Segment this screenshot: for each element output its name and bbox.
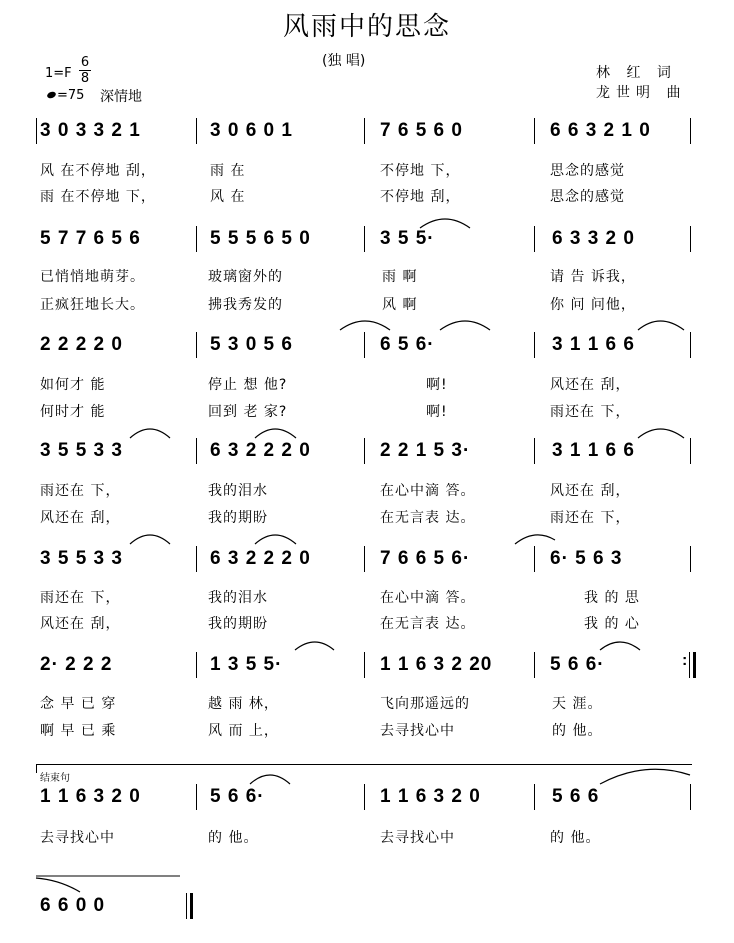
measure: 3 5 5 3 3 <box>40 548 123 569</box>
measure: 5 5 5 6 5 0 <box>210 228 311 249</box>
measure: 5 3 0 5 6 <box>210 334 293 355</box>
measure: 6 3 2 2 2 0 <box>210 440 311 461</box>
expression-marking: 深情地 <box>100 89 142 105</box>
lyric-line: 雨 在不停地 下， <box>40 189 156 205</box>
measure: 7 6 5 6 0 <box>380 120 463 141</box>
lyric-line: 在无言表 达。 <box>380 510 476 526</box>
slur <box>36 878 80 892</box>
lyric-line: 已悄悄地萌芽。 <box>40 269 145 285</box>
measure: 3 5 5· <box>380 228 435 249</box>
lyric-line: 雨 啊 <box>382 269 418 285</box>
tempo-marking: =75 <box>57 88 85 103</box>
measure: 2· 2 2 2 <box>40 654 113 675</box>
measure: 2 2 2 2 0 <box>40 334 123 355</box>
measure: 7 6 6 5 6· <box>380 548 471 569</box>
lyric-line: 雨还在 下， <box>550 404 631 420</box>
lyric-line: 何时才 能 <box>40 404 106 420</box>
measure: 5 6 6 <box>552 786 600 807</box>
lyric-line: 风 在不停地 刮， <box>40 163 156 179</box>
slur <box>638 321 684 330</box>
time-numerator: 6 <box>80 55 90 70</box>
lyric-line: 天 涯。 <box>552 696 603 712</box>
measure: 6 3 3 2 0 <box>552 228 635 249</box>
measure: 6 5 6· <box>380 334 435 355</box>
lyric-line: 去寻找心中 <box>380 723 455 739</box>
lyric-line: 我 的 思 <box>584 590 640 606</box>
lyric-line: 我的期盼 <box>208 510 268 526</box>
lyric-line: 风 啊 <box>382 297 418 313</box>
lyric-line: 雨 在 <box>210 163 246 179</box>
song-title: 风雨中的思念 <box>282 12 451 42</box>
lyric-line: 啊! <box>426 377 448 393</box>
lyric-line: 在心中滴 答。 <box>380 590 476 606</box>
slur <box>638 429 684 438</box>
slur <box>295 642 334 650</box>
repeat-dots-icon: : <box>682 652 689 669</box>
lyric-line: 在无言表 达。 <box>380 616 476 632</box>
measure: 3 1 1 6 6 <box>552 440 635 461</box>
lyric-line: 在心中滴 答。 <box>380 483 476 499</box>
measure: 2 2 1 5 3· <box>380 440 471 461</box>
lyric-line: 我的泪水 <box>208 590 268 606</box>
measure: 5 7 7 6 5 6 <box>40 228 141 249</box>
measure: 3 1 1 6 6 <box>552 334 635 355</box>
slur <box>130 429 170 438</box>
key-signature: 1=F <box>45 66 72 81</box>
lyric-line: 我的期盼 <box>208 616 268 632</box>
lyric-line: 飞向那遥远的 <box>380 696 470 712</box>
measure: 1 1 6 3 2 0 <box>380 786 481 807</box>
lyric-line: 的 他。 <box>208 830 259 846</box>
time-denominator: 8 <box>80 71 90 86</box>
lyric-line: 玻璃窗外的 <box>208 269 283 285</box>
lyric-line: 我的泪水 <box>208 483 268 499</box>
lyric-line: 的 他。 <box>550 830 601 846</box>
lyric-line: 风还在 刮， <box>40 510 121 526</box>
lyric-line: 啊 早 已 乘 <box>40 723 117 739</box>
lyric-line: 雨还在 下， <box>40 590 121 606</box>
measure: 3 5 5 3 3 <box>40 440 123 461</box>
lyric-line: 雨还在 下， <box>40 483 121 499</box>
lyric-line: 越 雨 林， <box>208 696 279 712</box>
measure: 3 0 3 3 2 1 <box>40 120 141 141</box>
lyric-line: 如何才 能 <box>40 377 106 393</box>
lyric-line: 你 问 问他， <box>550 297 636 313</box>
lyric-line: 我 的 心 <box>584 616 640 632</box>
slur <box>420 219 470 228</box>
lyric-line: 停止 想 他? <box>208 377 288 393</box>
slur <box>440 321 490 330</box>
ending-label: 结束句 <box>40 773 70 784</box>
lyric-line: 思念的感觉 <box>550 163 625 179</box>
slur <box>600 769 690 784</box>
lyricist-credit: 林 红 词 <box>596 65 677 81</box>
lyric-line: 风 在 <box>210 189 246 205</box>
lyric-line: 去寻找心中 <box>40 830 115 846</box>
slur <box>250 775 290 784</box>
lyric-line: 啊! <box>426 404 448 420</box>
lyric-line: 雨还在 下， <box>550 510 631 526</box>
lyric-line: 风还在 刮， <box>550 483 631 499</box>
measure: 1 1 6 3 2 20 <box>380 654 493 675</box>
measure: 5 6 6· <box>210 786 265 807</box>
measure: 1 1 6 3 2 0 <box>40 786 141 807</box>
measure: 6 3 2 2 2 0 <box>210 548 311 569</box>
measure: 3 0 6 0 1 <box>210 120 293 141</box>
slur <box>600 642 640 650</box>
lyric-line: 回到 老 家? <box>208 404 288 420</box>
lyric-line: 去寻找心中 <box>380 830 455 846</box>
lyric-line: 请 告 诉我， <box>550 269 636 285</box>
measure: 6 6 0 0 <box>40 895 106 916</box>
measure: 6 6 3 2 1 0 <box>550 120 651 141</box>
song-subtitle: (独 唱) <box>322 53 366 69</box>
measure: 6· 5 6 3 <box>550 548 623 569</box>
lyric-line: 正疯狂地长大。 <box>40 297 145 313</box>
lyric-line: 念 早 已 穿 <box>40 696 117 712</box>
lyric-line: 不停地 刮， <box>380 189 461 205</box>
lyric-line: 思念的感觉 <box>550 189 625 205</box>
measure: 5 6 6· <box>550 654 605 675</box>
lyric-line: 不停地 下， <box>380 163 461 179</box>
lyric-line: 拂我秀发的 <box>208 297 283 313</box>
lyric-line: 风 而 上， <box>208 723 279 739</box>
slur <box>255 535 296 544</box>
slur <box>515 535 555 544</box>
lyric-line: 风还在 刮， <box>550 377 631 393</box>
slur <box>130 535 170 544</box>
lyric-line: 的 他。 <box>552 723 603 739</box>
composer-credit: 龙世明 曲 <box>596 85 687 101</box>
lyric-line: 风还在 刮， <box>40 616 121 632</box>
slur <box>255 429 296 438</box>
slur <box>340 321 390 330</box>
measure: 1 3 5 5· <box>210 654 283 675</box>
